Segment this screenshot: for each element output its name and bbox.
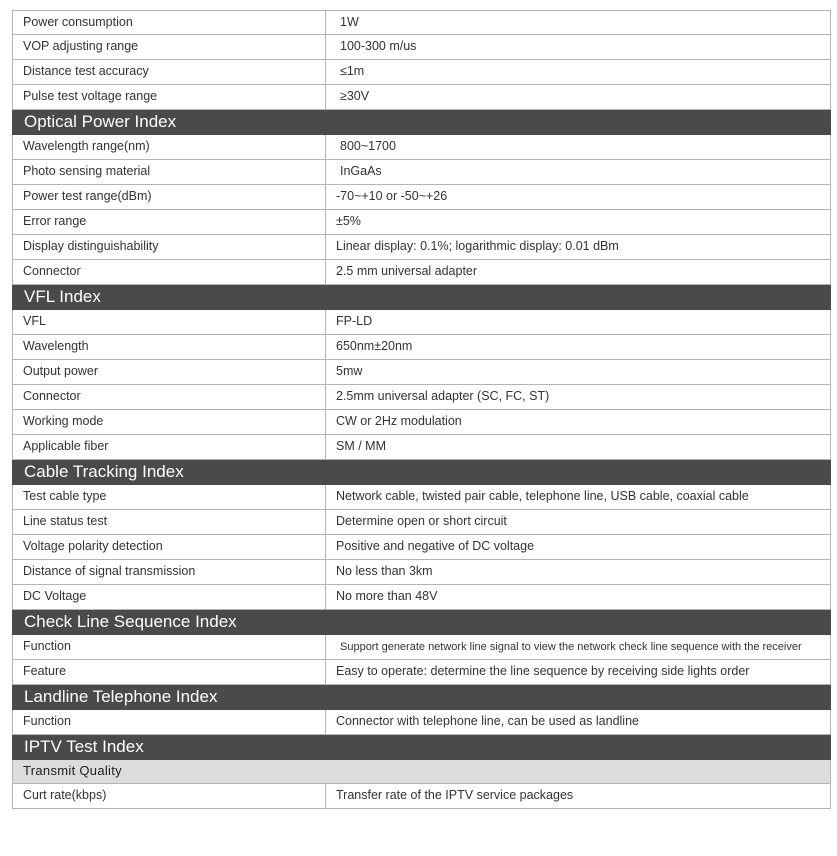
section-header [13,735,831,760]
section-title: IPTV Test Index [13,735,831,760]
spec-row [13,585,831,610]
spec-row [13,160,831,185]
spec-row [13,435,831,460]
spec-value: 1W [326,11,831,35]
spec-label: Error range [13,210,326,235]
spec-label: VOP adjusting range [13,35,326,60]
spec-label: Line status test [13,510,326,535]
section-title: Cable Tracking Index [13,460,831,485]
spec-value: 2.5mm universal adapter (SC, FC, ST) [326,385,831,410]
spec-label: Curt rate(kbps) [13,784,326,809]
spec-value: Connector with telephone line, can be used as landline [326,710,831,735]
spec-value: CW or 2Hz modulation [326,410,831,435]
spec-label: Wavelength range(nm) [13,135,326,160]
spec-value: Determine open or short circuit [326,510,831,535]
spec-row [13,635,831,660]
spec-value: ≥30V [326,85,831,110]
spec-row [13,185,831,210]
spec-label: Test cable type [13,485,326,510]
spec-label: Connector [13,260,326,285]
spec-row [13,510,831,535]
spec-table [12,10,831,809]
section-header [13,610,831,635]
spec-row [13,784,831,809]
spec-value: InGaAs [326,160,831,185]
spec-label: Distance test accuracy [13,60,326,85]
spec-label: Function [13,635,326,660]
spec-label: Connector [13,385,326,410]
spec-row [13,360,831,385]
spec-row [13,210,831,235]
spec-value: Positive and negative of DC voltage [326,535,831,560]
spec-label: Wavelength [13,335,326,360]
spec-value: Support generate network line signal to view the network check line sequence with the receiver [326,635,831,660]
spec-value: 800~1700 [326,135,831,160]
spec-value: -70~+10 or -50~+26 [326,185,831,210]
spec-label: Applicable fiber [13,435,326,460]
section-title: Check Line Sequence Index [13,610,831,635]
section-title: VFL Index [13,285,831,310]
spec-value: No less than 3km [326,560,831,585]
spec-label: Pulse test voltage range [13,85,326,110]
section-title: Landline Telephone Index [13,685,831,710]
section-header [13,110,831,135]
spec-value: ≤1m [326,60,831,85]
spec-label: Working mode [13,410,326,435]
spec-label: Power test range(dBm) [13,185,326,210]
section-header [13,460,831,485]
spec-label: Feature [13,660,326,685]
section-subtitle: Transmit Quality [13,760,831,784]
spec-row [13,485,831,510]
section-title: Optical Power Index [13,110,831,135]
spec-row [13,385,831,410]
spec-label: Voltage polarity detection [13,535,326,560]
spec-row [13,60,831,85]
spec-value: SM / MM [326,435,831,460]
spec-value: Linear display: 0.1%; logarithmic display: 0.01 dBm [326,235,831,260]
spec-label: Distance of signal transmission [13,560,326,585]
spec-row [13,660,831,685]
spec-value: 650nm±20nm [326,335,831,360]
spec-label: Output power [13,360,326,385]
spec-label: VFL [13,310,326,335]
spec-label: Photo sensing material [13,160,326,185]
spec-value: No more than 48V [326,585,831,610]
spec-row [13,535,831,560]
spec-value: Network cable, twisted pair cable, telephone line, USB cable, coaxial cable [326,485,831,510]
spec-row [13,410,831,435]
section-header [13,685,831,710]
spec-label: Display distinguishability [13,235,326,260]
spec-row [13,11,831,35]
spec-value: ±5% [326,210,831,235]
spec-row [13,710,831,735]
spec-label: DC Voltage [13,585,326,610]
spec-value: FP-LD [326,310,831,335]
spec-row [13,260,831,285]
spec-value: 5mw [326,360,831,385]
section-header [13,285,831,310]
spec-row [13,560,831,585]
spec-row [13,135,831,160]
spec-value: Transfer rate of the IPTV service packages [326,784,831,809]
spec-value: 2.5 mm universal adapter [326,260,831,285]
spec-value: Easy to operate: determine the line sequence by receiving side lights order [326,660,831,685]
spec-row [13,235,831,260]
spec-row [13,310,831,335]
spec-label: Function [13,710,326,735]
spec-row [13,35,831,60]
spec-row [13,335,831,360]
spec-label: Power consumption [13,11,326,35]
section-subheader [13,760,831,784]
spec-value: 100-300 m/us [326,35,831,60]
spec-row [13,85,831,110]
